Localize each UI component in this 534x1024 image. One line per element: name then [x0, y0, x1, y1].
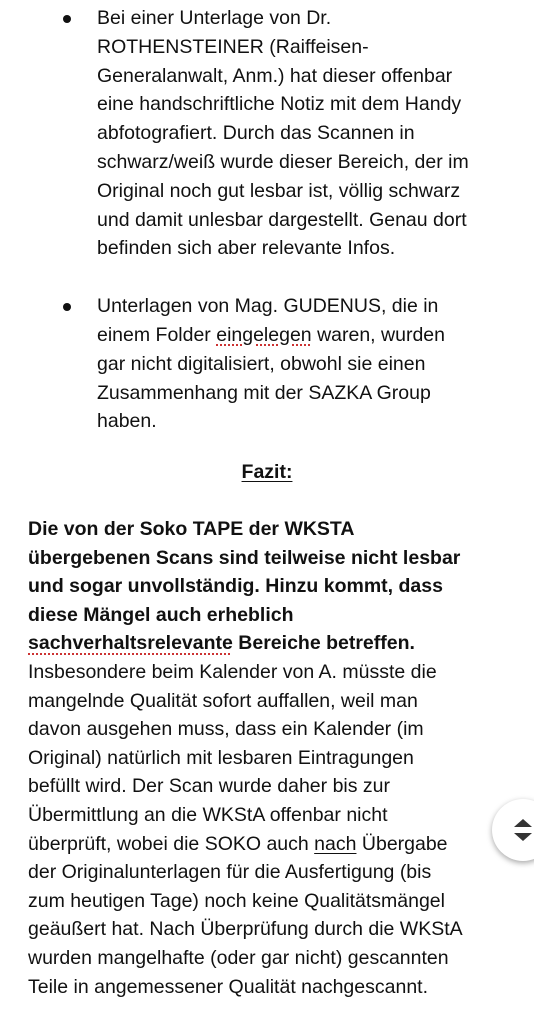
- bold-text-line: [28, 629, 528, 658]
- spellcheck-flagged-word[interactable]: eingelegen: [216, 323, 312, 346]
- text-line: wurden mangelhafte (oder gar nicht) gescannten: [28, 946, 449, 969]
- text-line: davon ausgehen muss, dass ein Kalender (im: [28, 718, 424, 741]
- text-fragment: Übergabe: [356, 832, 448, 855]
- bold-text-line: Die von der Soko TAPE der WKSTA: [28, 518, 355, 540]
- bold-text-line: übergebenen Scans sind teilweise nicht lesbar: [28, 546, 461, 569]
- conclusion-paragraph: [28, 515, 528, 1001]
- list-item: [0, 4, 534, 263]
- text-line: schwarz/weiß wurde dieser Bereich, der im: [97, 150, 469, 173]
- spellcheck-flagged-word[interactable]: sachverhaltsrelevante: [28, 632, 233, 655]
- text-fragment: waren, wurden: [311, 323, 445, 346]
- text-line: Bei einer Unterlage von Dr.: [97, 7, 332, 29]
- text-line: haben.: [97, 410, 157, 433]
- list-item: [0, 292, 534, 436]
- text-line: eine handschriftliche Notiz mit dem Handy: [97, 93, 462, 116]
- text-fragment: Bereiche betreffen.: [232, 632, 415, 655]
- section-heading: Fazit:: [241, 461, 293, 483]
- text-line: [97, 321, 514, 350]
- text-line: abfotografiert. Durch das Scannen in: [97, 122, 415, 145]
- underlined-word: nach: [314, 832, 357, 855]
- bold-text-line: und sogar unvollständig. Hinzu kommt, dass: [28, 575, 443, 598]
- text-line: Zusammenhang mit der SAZKA Group: [97, 381, 431, 404]
- text-line: Original noch gut lesbar ist, völlig schwarz: [97, 179, 461, 202]
- up-down-arrows-icon: [512, 817, 534, 843]
- text-line: Teile in angemessener Qualität nachgescannt.: [28, 975, 428, 998]
- text-line: mangelnde Qualität sofort auffallen, weil man: [28, 689, 418, 712]
- text-line: Unterlagen von Mag. GUDENUS, die in: [97, 295, 439, 318]
- text-line: [28, 830, 528, 859]
- text-line: Übermittlung an die WKStA offenbar nicht: [28, 803, 388, 826]
- text-line: befinden sich aber relevante Infos.: [97, 237, 396, 260]
- text-line: Original) natürlich mit lesbaren Eintragungen: [28, 746, 414, 769]
- text-fragment: überprüft, wobei die SOKO auch: [28, 832, 315, 855]
- text-line: geäußert hat. Nach Überprüfung durch die WKStA: [28, 918, 463, 941]
- text-line: der Originalunterlagen für die Ausfertigung (bis: [28, 861, 432, 884]
- text-line: befüllt wird. Der Scan wurde daher bis zur: [28, 775, 390, 798]
- bullet-list: [0, 4, 534, 436]
- text-line: gar nicht digitalisiert, obwohl sie einen: [97, 352, 426, 375]
- bullet-dot-icon: [63, 303, 71, 311]
- text-line: und damit unlesbar dargestellt. Genau dort: [97, 208, 467, 231]
- text-line: Insbesondere beim Kalender von A. müsste die: [28, 660, 437, 683]
- text-fragment: einem Folder: [97, 323, 217, 346]
- bullet-dot-icon: [63, 15, 71, 23]
- text-line: ROTHENSTEINER (Raiffeisen-: [97, 35, 369, 58]
- text-line: zum heutigen Tage) noch keine Qualitätsmängel: [28, 889, 445, 912]
- bold-text-line: diese Mängel auch erheblich: [28, 603, 294, 626]
- text-line: Generalanwalt, Anm.) hat dieser offenbar: [97, 64, 453, 87]
